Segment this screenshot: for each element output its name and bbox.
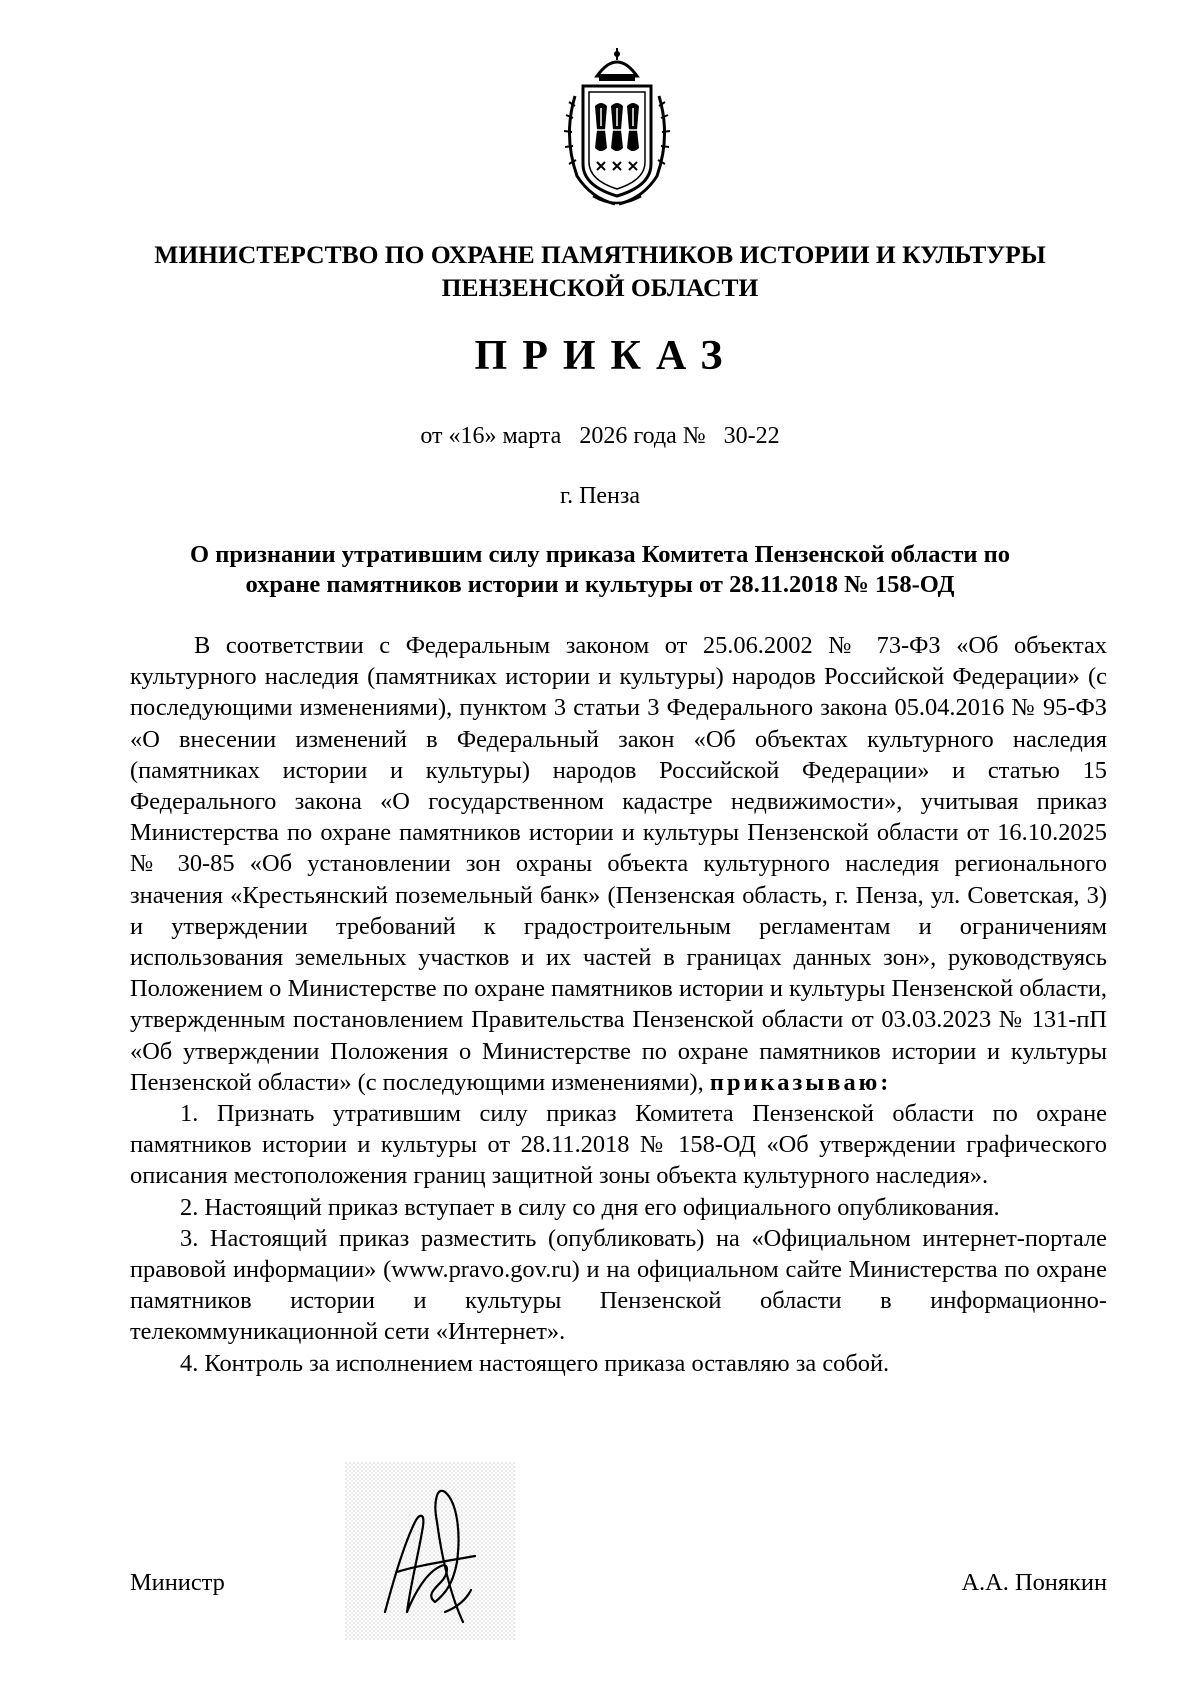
order-body [130,630,1107,1379]
signature-block [130,1566,1107,1600]
preamble-paragraph [130,630,1107,1098]
order-city: г. Пенза [559,483,641,509]
ministry-name-line1: МИНИСТЕРСТВО ПО ОХРАНЕ ПАМЯТНИКОВ ИСТОРИИ И КУЛЬТУРЫ [154,240,1046,269]
signatory-name: А.А. Понякин [961,1569,1107,1596]
ministry-name-line2: ПЕНЗЕНСКОЙ ОБЛАСТИ [441,273,759,302]
signature-icon [345,1462,515,1640]
order-subject-line2: охране памятников истории и культуры от 28.11.2018 № 158-ОД [245,571,955,598]
order-item-3: 3. Настоящий приказ разместить (опубликовать) на «Официальном интернет-портале правовой информации» (www.pravo.gov.ru) и на официальном сайте Министерства по охране памятников истории и культуры Пензенской области в информационно-телекоммуникационной сети «Интернет». [130,1224,1107,1346]
order-subject-line1: О признании утратившим силу приказа Комитета Пензенской области по [190,541,1010,568]
coat-of-arms-icon [557,46,677,210]
signatory-position: Министр [130,1569,225,1596]
document-type-title: ПРИКАЗ [474,333,738,379]
order-item-4: 4. Контроль за исполнением настоящего приказа оставляю за собой. [180,1349,890,1377]
preamble-text: В соответствии с Федеральным законом от 25.06.2002 № 73-ФЗ «Об объектах культурного наследия (памятниках истории и культуры) народов Российской Федерации» (с последующими изменениями), пунктом 3 статьи 3 Федерального закона 05.04.2016 № 95-ФЗ «О внесении изменений в Федеральный закон «Об объектах культурного наследия (памятниках истории и культуры) народов Российской Федерации» и статью 15 Федерального закона «О государственном кадастре недвижимости», учитывая приказ Министерства по охране памятников истории и культуры Пензенской области от 16.10.2025 № 30-85 «Об установлении зон охраны объекта культурного наследия регионального значения «Крестьянский поземельный банк» (Пензенская область, г. Пенза, ул. Советская, 3) и утверждении требований к градостроительным регламентам и ограничениям использования земельных участков и их частей в границах данных зон», руководствуясь Положением о Министерстве по охране памятников истории и культуры Пензенской области, утвержденным постановлением Правительства Пензенской области от 03.03.2023 № 131-пП «Об утверждении Положения о Министерстве по охране памятников истории и культуры Пензенской области» (с последующими изменениями), [130,632,1107,1096]
ministry-name [120,238,1080,304]
order-date-number: от «16» марта 2026 года № 30-22 [420,423,780,449]
order-subject [150,540,1050,600]
order-item-1: 1. Признать утратившим силу приказ Комитета Пензенской области по охране памятников истории и культуры от 28.11.2018 № 158-ОД «Об утверждении графического описания местоположения границ защитной зоны объекта культурного наследия». [130,1100,1107,1190]
order-word: приказываю: [709,1068,892,1096]
order-item-2: 2. Настоящий приказ вступает в силу со дня его официального опубликования. [180,1193,1000,1221]
